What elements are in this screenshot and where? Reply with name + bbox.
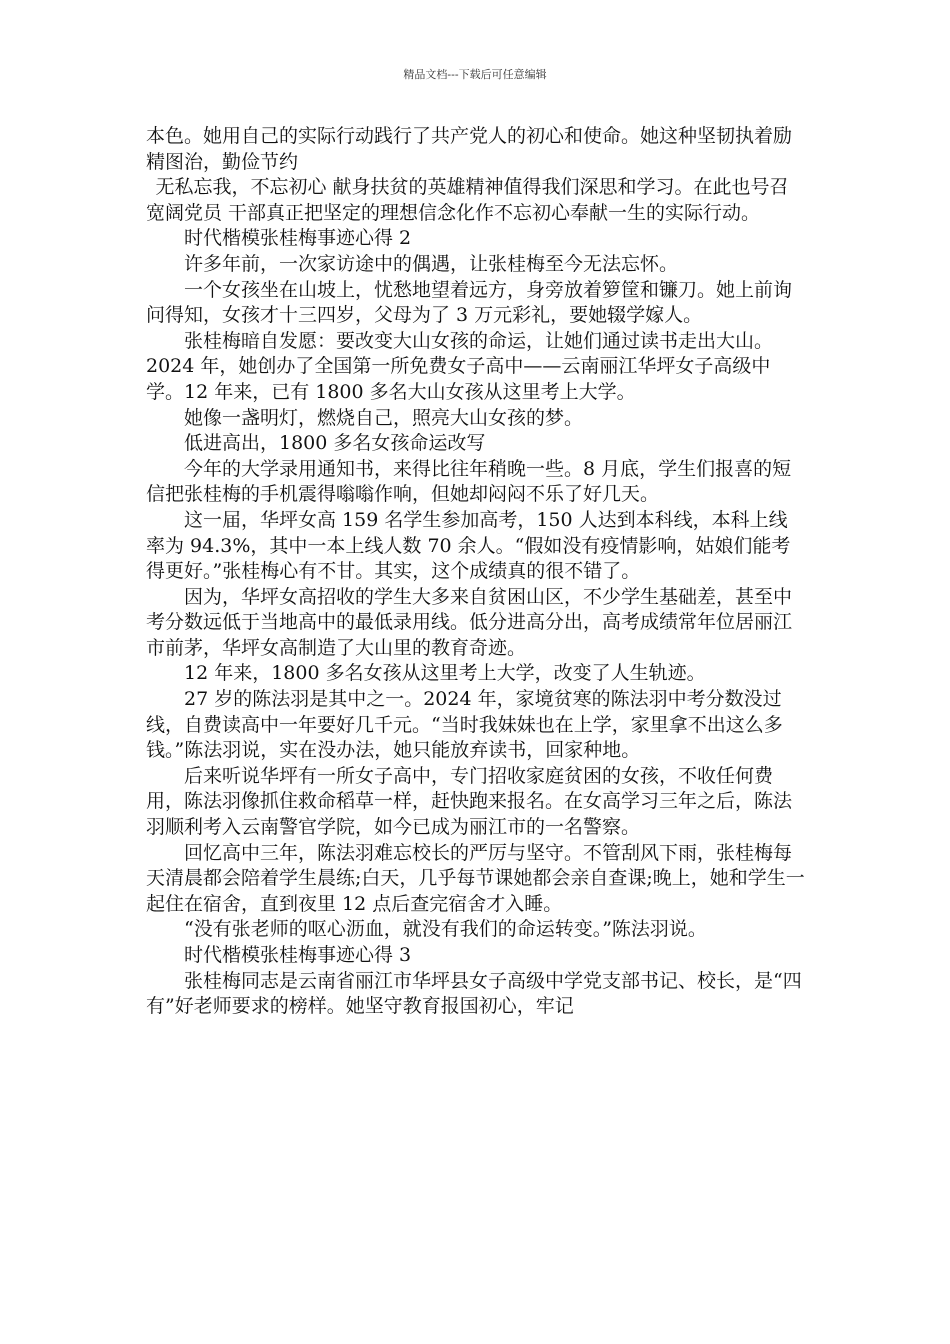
paragraph: 张桂梅同志是云南省丽江市华坪县女子高级中学党支部书记、校长，是“四有”好老师要求的榜样。她坚守教育报国初心，牢记 [146, 969, 802, 1018]
paragraph: 她像一盏明灯，燃烧自己，照亮大山女孩的梦。 [184, 406, 584, 429]
paragraph: 许多年前，一次家访途中的偶遇，让张桂梅至今无法忘怀。 [184, 252, 679, 275]
subheading: 低进高出，1800 多名女孩命运改写 [184, 432, 486, 455]
paragraph: 12 年来，1800 多名女孩从这里考上大学，改变了人生轨迹。 [184, 662, 706, 685]
paragraph: 因为，华坪女高招收的学生大多来自贫困山区，不少学生基础差，甚至中考分数远低于当地高中的最低录用线。低分进高分出，高考成绩常年位居丽江市前茅，华坪女高制造了大山里的教育奇迹。 [146, 585, 793, 659]
paragraph: 这一届，华坪女高 159 名学生参加高考，150 人达到本科线，本科上线率为 94.3%，其中一本上线人数 70 余人。“假如没有疫情影响，姑娘们能考得更好。”张桂梅心有不甘。其实，这个成绩真的很不错了。 [146, 508, 791, 583]
paragraph: 张桂梅暗自发愿：要改变大山女孩的命运，让她们通过读书走出大山。2024 年，她创办了全国第一所免费女子高中——云南丽江华坪女子高级中学。12 年来，已有 1800 多名大山女孩从这里考上大学。 [146, 329, 774, 403]
paragraph: “没有张老师的呕心沥血，就没有我们的命运转变。”陈法羽说。 [184, 918, 707, 941]
paragraph: 无私忘我，不忘初心 献身扶贫的英雄精神值得我们深思和学习。在此也号召宽阔党员 干部真正把坚定的理想信念化作不忘初心奉献一生的实际行动。 [146, 176, 789, 224]
document-body [146, 124, 806, 1020]
paragraph: 回忆高中三年，陈法羽难忘校长的严厉与坚守。不管刮风下雨，张桂梅每天清晨都会陪着学生晨练;白天，几乎每节课她都会亲自查课;晚上，她和学生一起住在宿舍，直到夜里 12 点后查完宿舍才入睡。 [146, 841, 805, 915]
paragraph: 本色。她用自己的实际行动践行了共产党人的初心和使命。她这种坚韧执着励精图治，勤俭节约 [146, 125, 793, 173]
paragraph: 一个女孩坐在山坡上，忧愁地望着远方，身旁放着箩筐和镰刀。她上前询问得知，女孩才十三四岁，父母为了 3 万元彩礼，要她辍学嫁人。 [146, 278, 793, 327]
paragraph: 今年的大学录用通知书，来得比往年稍晚一些。8 月底，学生们报喜的短信把张桂梅的手机震得嗡嗡作响，但她却闷闷不乐了好几天。 [146, 457, 792, 506]
section-heading: 时代楷模张桂梅事迹心得 2 [184, 227, 412, 250]
paragraph: 27 岁的陈法羽是其中之一。2024 年，家境贫寒的陈法羽中考分数没过线，自费读高中一年要好几千元。“当时我妹妹也在上学，家里拿不出这么多钱。”陈法羽说，实在没办法，她只能放弃读书，回家种地。 [146, 688, 783, 762]
page-header: 精品文档---下载后可任意编辑 [403, 68, 547, 81]
paragraph: 后来听说华坪有一所女子高中，专门招收家庭贫困的女孩，不收任何费用，陈法羽像抓住救命稻草一样，赶快跑来报名。在女高学习三年之后，陈法羽顺利考入云南警官学院，如今已成为丽江市的一名警察。 [146, 764, 793, 839]
section-heading: 时代楷模张桂梅事迹心得 3 [184, 944, 412, 966]
